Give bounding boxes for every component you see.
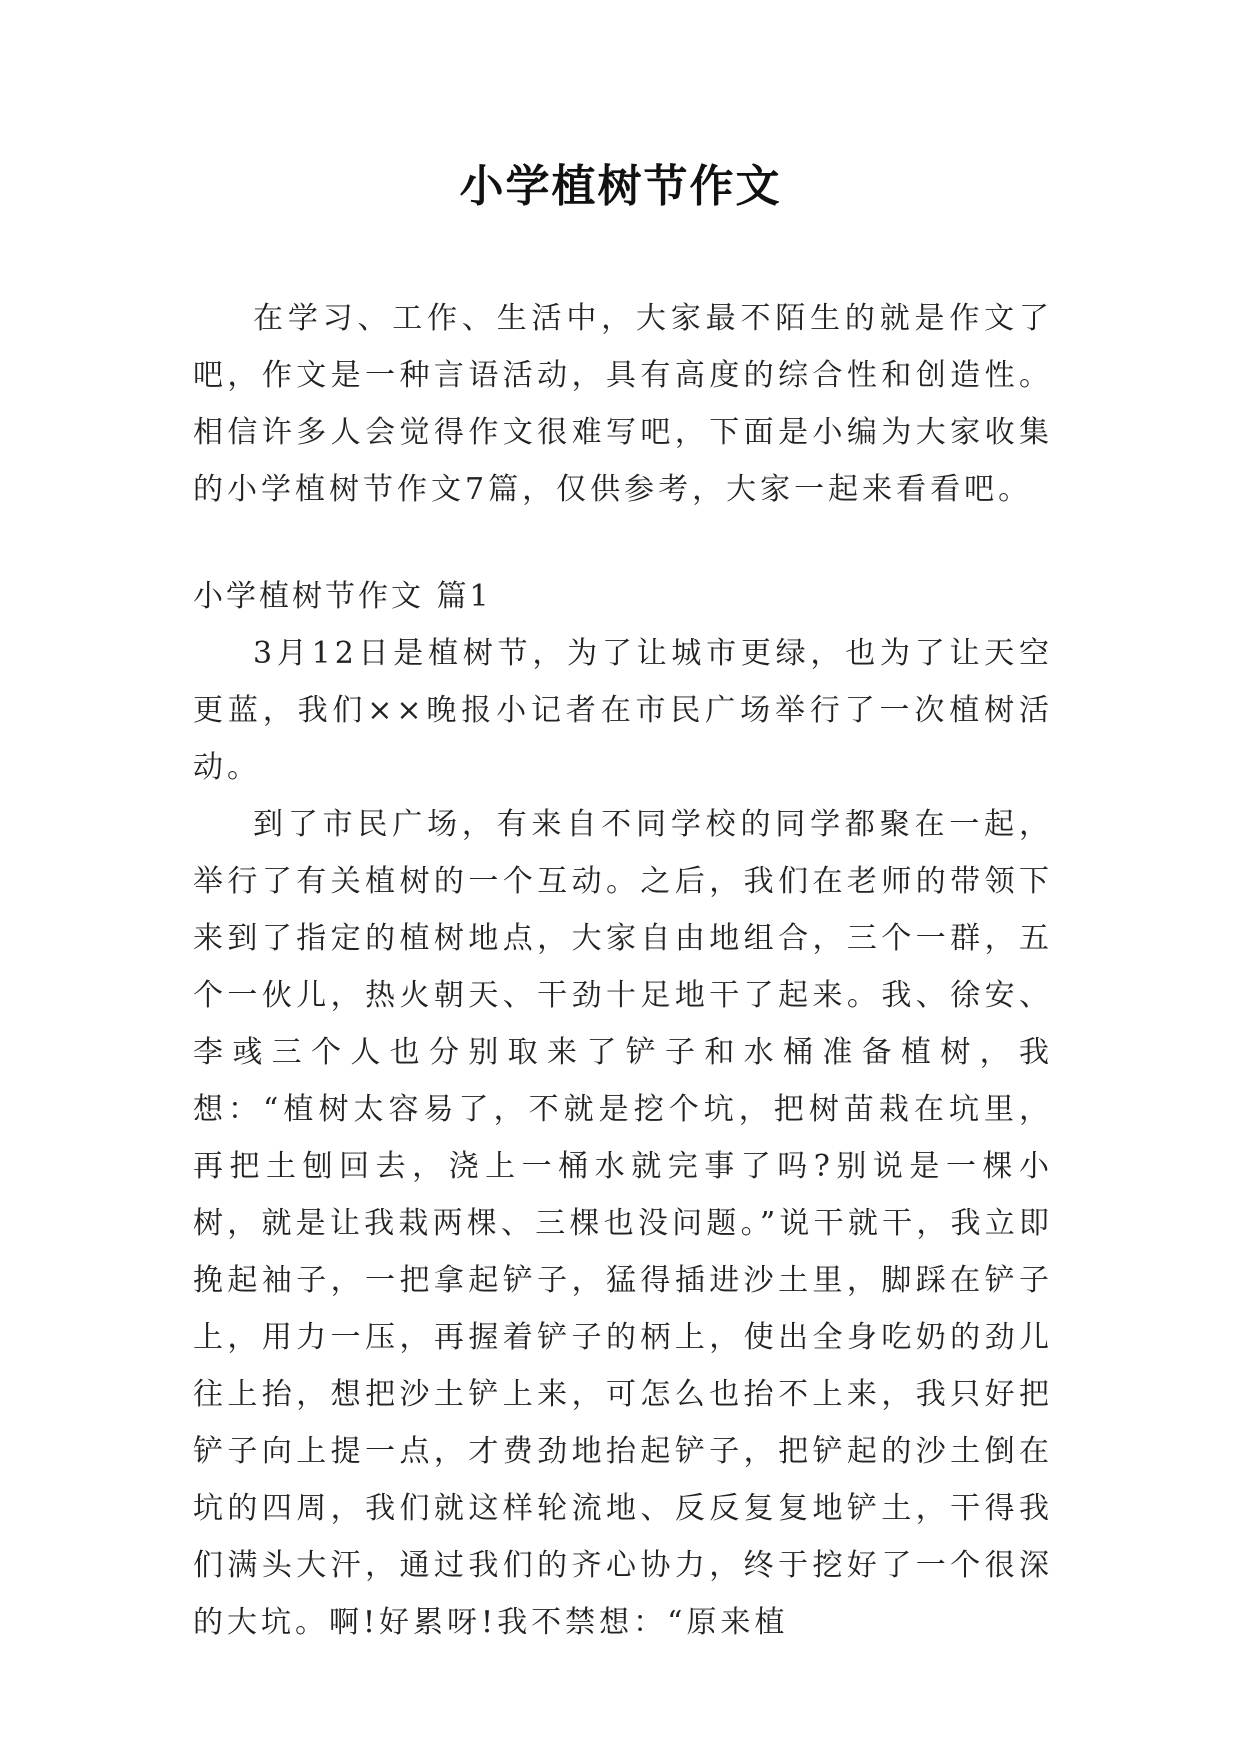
body-paragraph: 到了市民广场，有来自不同学校的同学都聚在一起，举行了有关植树的一个互动。之后，我们在老师的带领下来到了指定的植树地点，大家自由地组合，三个一群，五个一伙儿，热火朝天、干劲十足地干了起来。我、徐安、李彧三个人也分别取来了铲子和水桶准备植树，我想：“植树太容易了，不就是挖个坑，把树苗栽在坑里，再把土刨回去，浇上一桶水就完事了吗?别说是一棵小树，就是让我栽两棵、三棵也没问题。”说干就干，我立即挽起袖子，一把拿起铲子，猛得插进沙土里，脚踩在铲子上，用力一压，再握着铲子的柄上，使出全身吃奶的劲儿往上抬，想把沙土铲上来，可怎么也抬不上来，我只好把铲子向上提一点，才费劲地抬起铲子，把铲起的沙土倒在坑的四周，我们就这样轮流地、反反复复地铲土，干得我们满头大汗，通过我们的齐心协力，终于挖好了一个很深的大坑。啊!好累呀!我不禁想：“原来植	[193, 807, 1053, 1640]
document-body	[193, 290, 1053, 1651]
document-title: 小学植树节作文	[459, 161, 782, 212]
body-paragraph: 3月12日是植树节，为了让城市更绿，也为了让天空更蓝，我们××晚报小记者在市民广场举行了一次植树活动。	[193, 636, 1053, 785]
section-heading: 小学植树节作文 篇1	[193, 579, 492, 614]
intro-paragraph: 在学习、工作、生活中，大家最不陌生的就是作文了吧，作文是一种言语活动，具有高度的综合性和创造性。相信许多人会觉得作文很难写吧，下面是小编为大家收集的小学植树节作文7篇，仅供参考，大家一起来看看吧。	[193, 301, 1053, 507]
